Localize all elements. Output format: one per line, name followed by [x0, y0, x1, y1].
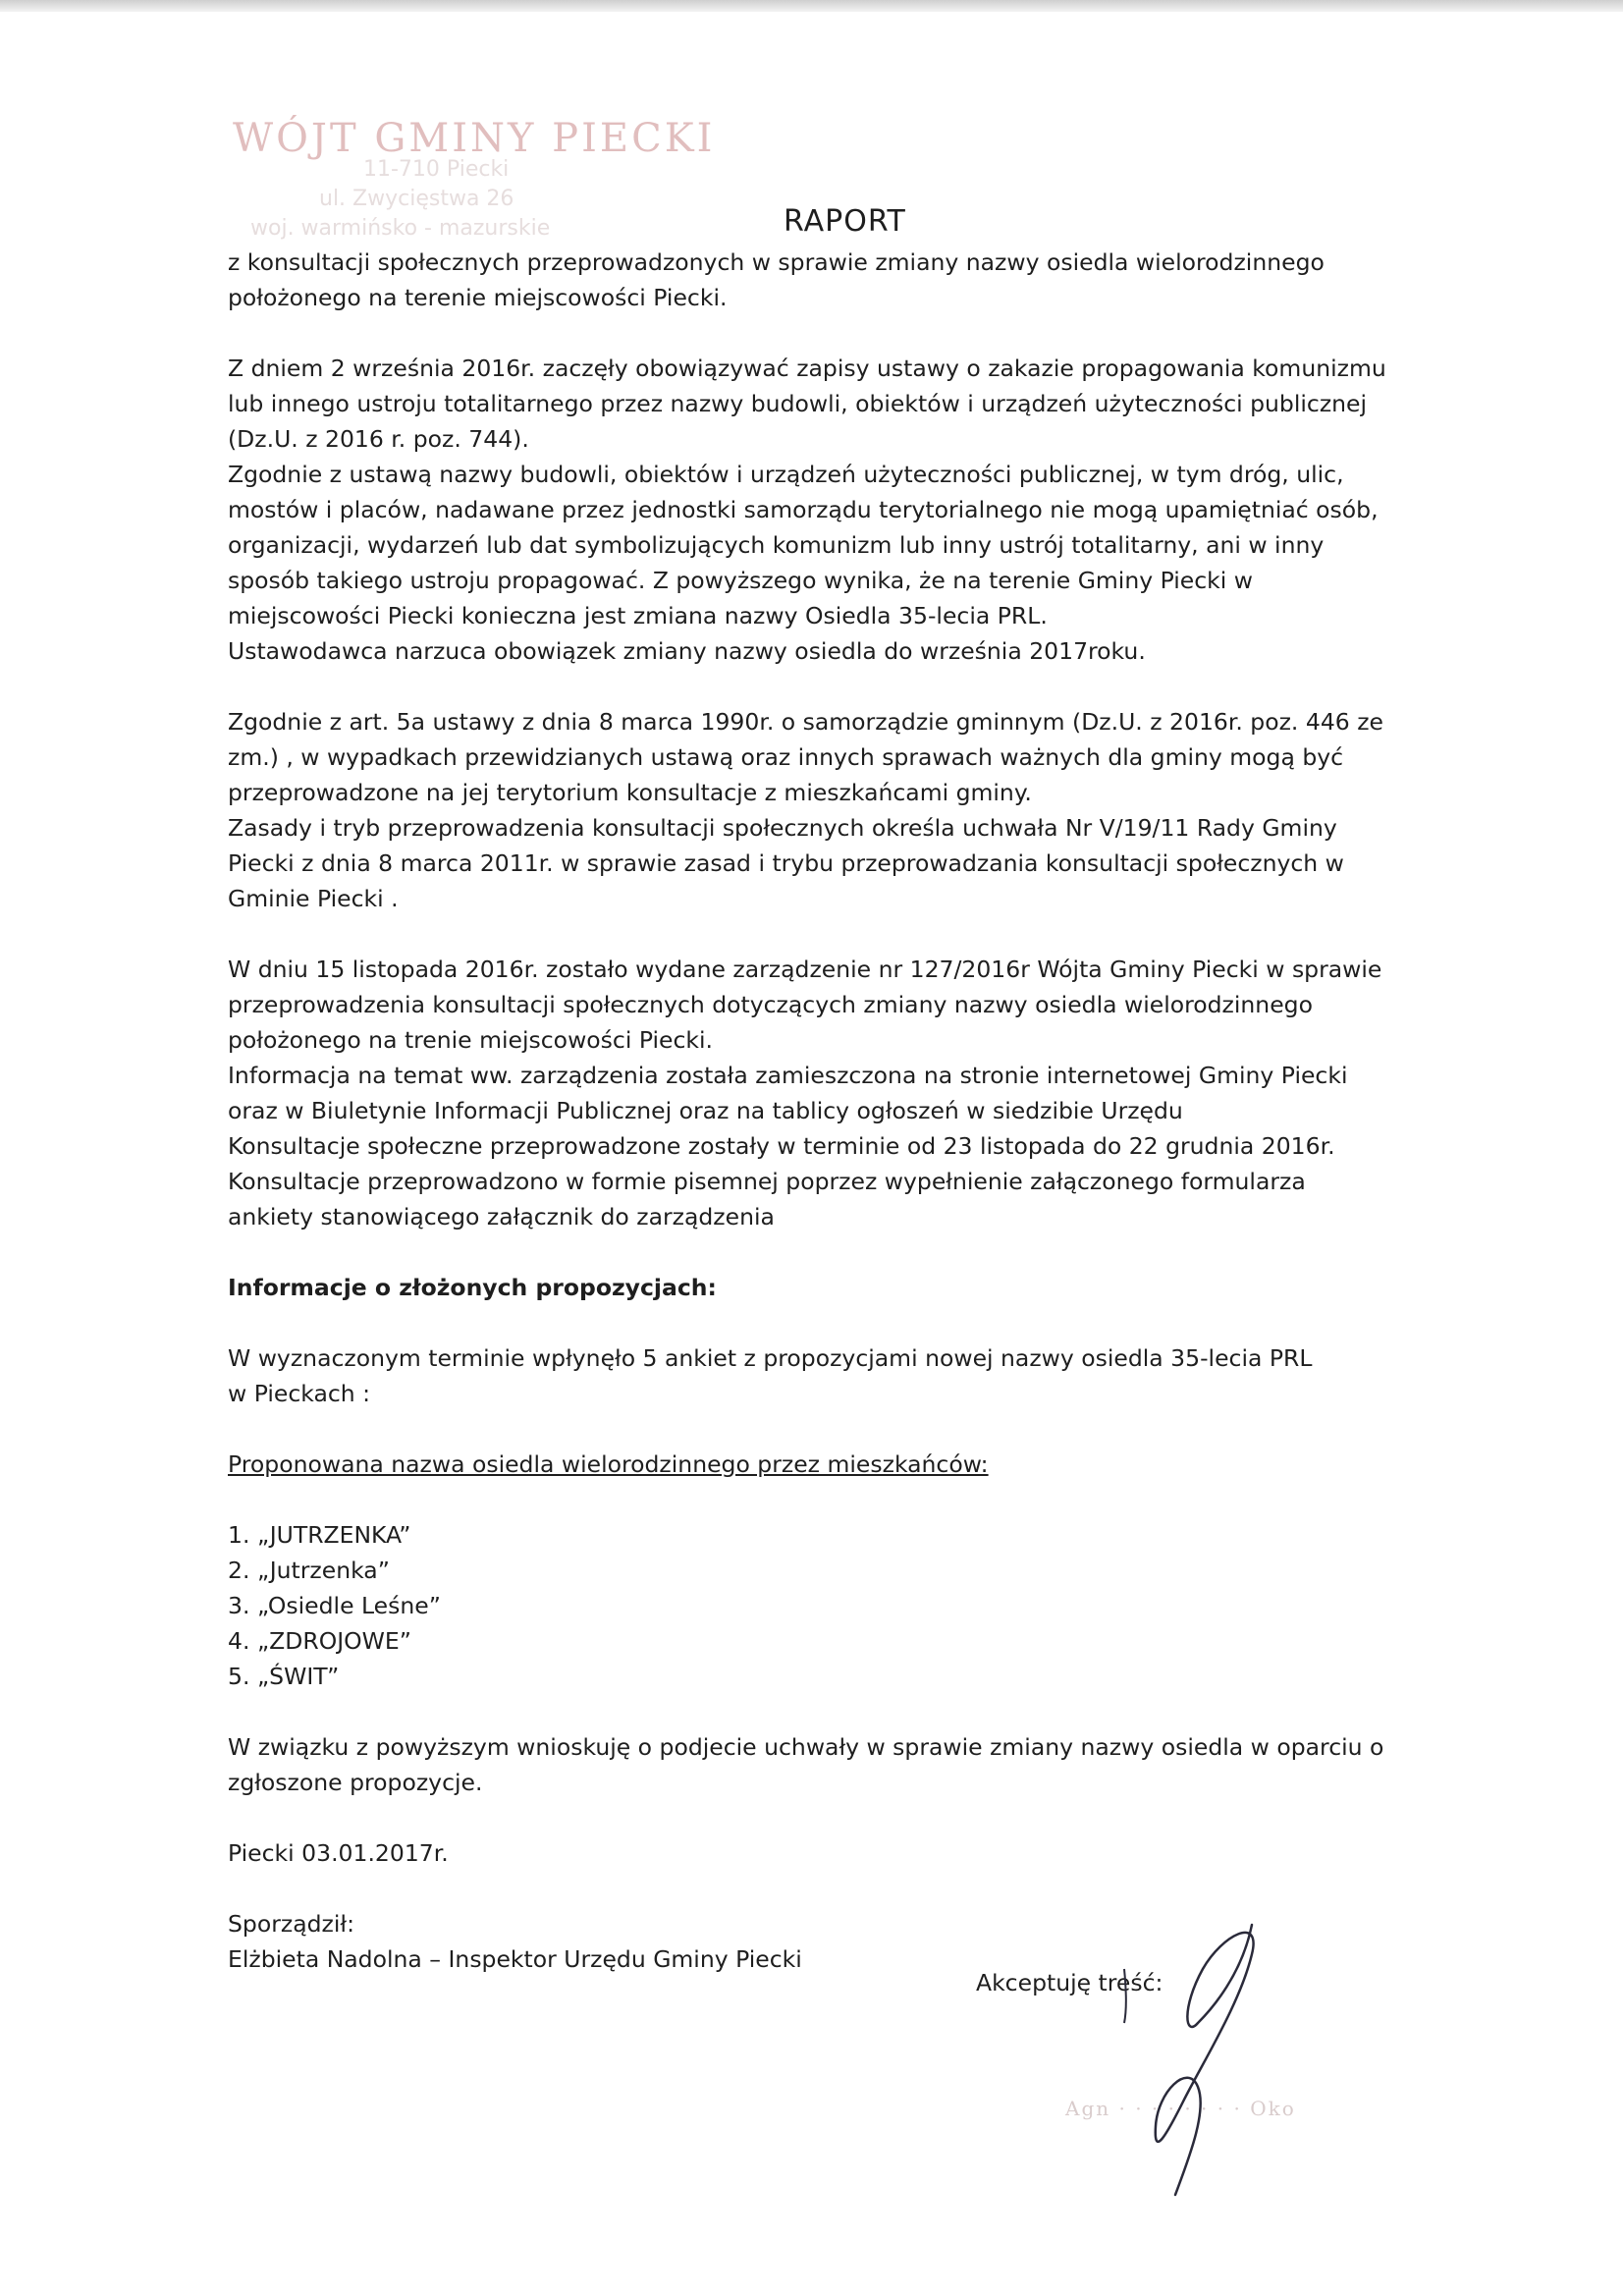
list-item	[228, 1623, 1426, 1659]
proposals-title: Proponowana nazwa osiedla wielorodzinnego przez mieszkańców:	[228, 1450, 989, 1478]
prepared-by: Elżbieta Nadolna – Inspektor Urzędu Gminy Piecki	[228, 1945, 802, 1973]
proposal-name: „JUTRZENKA”	[257, 1521, 411, 1549]
stamp-line-4: woj. warmińsko - mazurskie	[250, 216, 551, 241]
conclusion-paragraph: W związku z powyższym wnioskuję o podjecie uchwały w sprawie zmiany nazwy osiedla w oparciu o zgłoszone propozycje.	[228, 1733, 1384, 1796]
scan-edge	[0, 0, 1623, 12]
list-number: 2.	[228, 1557, 250, 1584]
list-item	[228, 1588, 1426, 1623]
proposal-name: „ZDROJOWE”	[257, 1627, 411, 1655]
list-item	[228, 1659, 1426, 1694]
list-number: 3.	[228, 1592, 250, 1619]
proposals-list	[228, 1517, 1426, 1694]
proposal-name: „Osiedle Leśne”	[257, 1592, 441, 1619]
prepared-label: Sporządził:	[228, 1910, 354, 1938]
stamp-line-2: 11-710 Piecki	[363, 157, 510, 182]
list-item	[228, 1553, 1426, 1588]
handwritten-signature	[1095, 1915, 1281, 2200]
proposal-name: „ŚWIT”	[257, 1663, 340, 1690]
section-heading: Informacje o złożonych propozycjach:	[228, 1274, 717, 1301]
proposal-name: „Jutrzenka”	[257, 1557, 390, 1584]
official-stamp	[221, 116, 716, 244]
document-title: RAPORT	[784, 204, 906, 239]
signature-stamp: Agn · · · · · · · · Oko	[1065, 2097, 1296, 2120]
document-body	[228, 245, 1426, 1977]
intro-paragraph: z konsultacji społecznych przeprowadzonych w sprawie zmiany nazwy osiedla wielorodzinnego położonego na terenie miejscowości Piecki.	[228, 248, 1325, 311]
accept-label: Akceptuję treść:	[976, 1969, 1163, 1996]
paragraph-law: Z dniem 2 września 2016r. zaczęły obowiązywać zapisy ustawy o zakazie propagowania komunizmu lub innego ustroju totalitarnego przez nazwy budowli, obiektów i urządzeń użyteczności publicznej (Dz.U. z 2016 r. poz. 744). Zgodnie z ustawą nazwy budowli, obiektów i urządzeń użyteczności publicznej, w tym dróg, ulic, mostów i placów, nadawane przez jednostki samorządu terytorialnego nie mogą upamiętniać osób, organizacji, wydarzeń lub dat symbolizujących komunizm lub inny ustrój totalitarny, ani w inny sposób takiego ustroju propagować. Z powyższego wynika, że na terenie Gminy Piecki w miejscowości Piecki konieczna jest zmiana nazwy Osiedla 35-lecia PRL. Ustawodawca narzuca obowiązek zmiany nazwy osiedla do września 2017roku.	[228, 355, 1386, 665]
document-date: Piecki 03.01.2017r.	[228, 1839, 449, 1867]
list-number: 1.	[228, 1521, 250, 1549]
stamp-line-3: ul. Zwycięstwa 26	[319, 187, 514, 211]
list-number: 4.	[228, 1627, 250, 1655]
stamp-line-1: WÓJT GMINY PIECKI	[233, 116, 716, 161]
list-item	[228, 1517, 1426, 1553]
list-number: 5.	[228, 1663, 250, 1690]
paragraph-submissions: W wyznaczonym terminie wpłynęło 5 ankiet z propozycjami nowej nazwy osiedla 35-lecia PRL w Pieckach :	[228, 1344, 1313, 1407]
paragraph-ordinance: W dniu 15 listopada 2016r. zostało wydane zarządzenie nr 127/2016r Wójta Gminy Piecki w sprawie przeprowadzenia konsultacji społecznych dotyczących zmiany nazwy osiedla wielorodzinnego położonego na trenie miejscowości Piecki. Informacja na temat ww. zarządzenia została zamieszczona na stronie internetowej Gminy Piecki oraz w Biuletynie Informacji Publicznej oraz na tablicy ogłoszeń w siedzibie Urzędu Konsultacje społeczne przeprowadzone zostały w terminie od 23 listopada do 22 grudnia 2016r. Konsultacje przeprowadzono w formie pisemnej poprzez wypełnienie załączonego formularza ankiety stanowiącego załącznik do zarządzenia	[228, 956, 1382, 1230]
paragraph-consultation-rules: Zgodnie z art. 5a ustawy z dnia 8 marca 1990r. o samorządzie gminnym (Dz.U. z 2016r. poz. 446 ze zm.) , w wypadkach przewidzianych ustawą oraz innych sprawach ważnych dla gminy mogą być przeprowadzone na jej terytorium konsultacje z mieszkańcami gminy. Zasady i tryb przeprowadzenia konsultacji społecznych określa uchwała Nr V/19/11 Rady Gminy Piecki z dnia 8 marca 2011r. w sprawie zasad i trybu przeprowadzania konsultacji społecznych w Gminie Piecki .	[228, 708, 1383, 912]
